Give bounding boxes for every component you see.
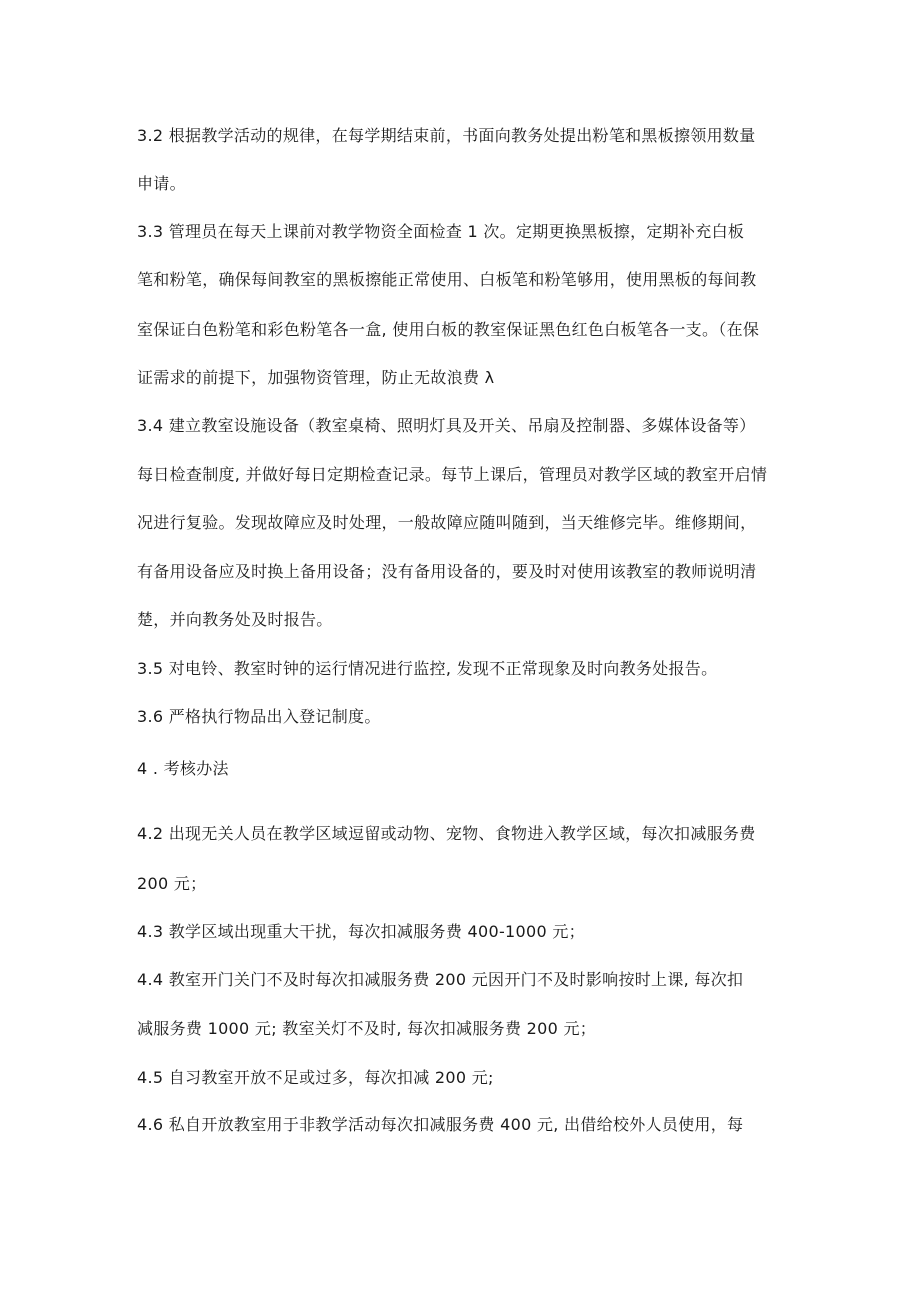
text-line: 4.5 自习教室开放不足或过多，每次扣减 200 元; <box>137 1068 494 1087</box>
text-line: 每日检查制度, 并做好每日定期检查记录。每节上课后，管理员对教学区域的教室开启情 <box>137 465 768 484</box>
text-line: 4.3 教学区域出现重大干扰，每次扣减服务费 400-1000 元； <box>137 922 585 941</box>
text-line: 证需求的前提下，加强物资管理，防止无故浪费 λ <box>137 368 495 387</box>
text-line: 4.2 出现无关人员在教学区域逗留或动物、宠物、食物进入教学区域，每次扣减服务费 <box>137 824 756 843</box>
text-line: 3.5 对电铃、教室时钟的运行情况进行监控, 发现不正常现象及时向教务处报告。 <box>137 659 718 678</box>
section-heading: 4 . 考核办法 <box>137 759 229 778</box>
text-line: 3.3 管理员在每天上课前对教学物资全面检查 1 次。定期更换黑板擦，定期补充白板 <box>137 222 745 241</box>
text-line: 4.4 教室开门关门不及时每次扣减服务费 200 元因开门不及时影响按时上课, 每次扣 <box>137 970 744 989</box>
text-line: 室保证白色粉笔和彩色粉笔各一盒, 使用白板的教室保证黑色红色白板笔各一支。（在保 <box>137 320 760 339</box>
text-line: 减服务费 1000 元; 教室关灯不及时, 每次扣减服务费 200 元； <box>137 1019 597 1038</box>
text-line: 200 元； <box>137 874 207 893</box>
text-line: 笔和粉笔，确保每间教室的黑板擦能正常使用、白板笔和粉笔够用，使用黑板的每间教 <box>137 270 757 289</box>
text-line: 3.2 根据教学活动的规律，在每学期结束前，书面向教务处提出粉笔和黑板擦领用数量 <box>137 126 756 145</box>
text-line: 3.4 建立教室设施设备（教室桌椅、照明灯具及开关、吊扇及控制器、多媒体设备等） <box>137 416 756 435</box>
text-line: 楚，并向教务处及时报告。 <box>137 610 333 629</box>
text-line: 申请。 <box>137 174 186 193</box>
text-line: 有备用设备应及时换上备用设备；没有备用设备的，要及时对使用该教室的教师说明清 <box>137 562 757 581</box>
text-line: 4.6 私自开放教室用于非教学活动每次扣减服务费 400 元, 出借给校外人员使用，每 <box>137 1115 744 1134</box>
text-line: 3.6 严格执行物品出入登记制度。 <box>137 707 381 726</box>
text-line: 况进行复验。发现故障应及时处理，一般故障应随叫随到，当天维修完毕。维修期间， <box>137 513 757 532</box>
